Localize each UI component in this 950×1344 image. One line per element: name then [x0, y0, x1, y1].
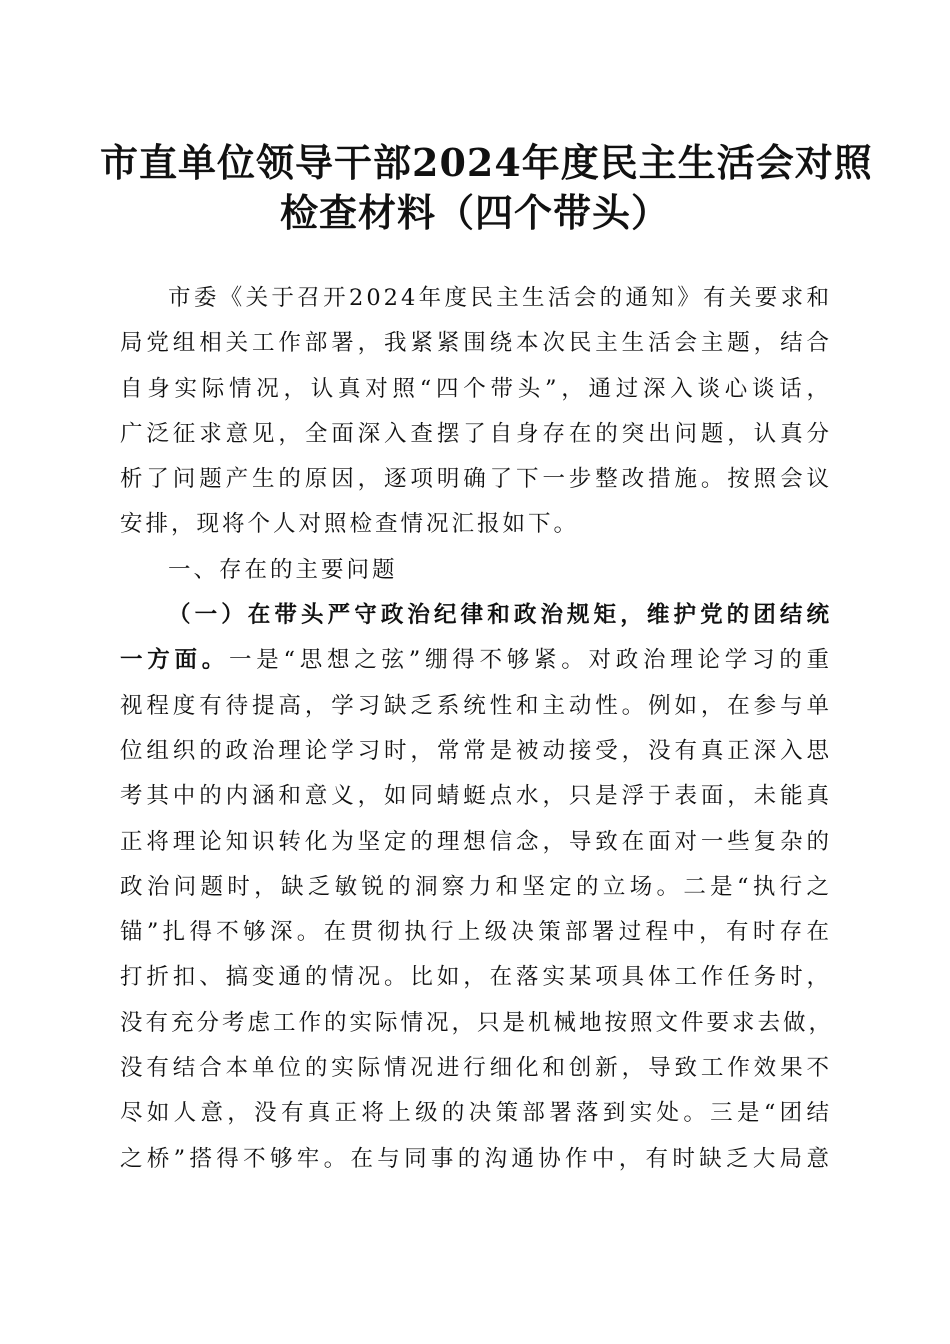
subsection-1-heading-end: 一方面。: [120, 647, 229, 674]
subsection-line: [120, 638, 832, 683]
document-title: [100, 138, 873, 238]
intro-line: 广泛征求意见，全面深入查摆了自身存在的突出问题，认真分: [120, 420, 832, 447]
subsection-line: 视程度有待提高，学习缺乏系统性和主动性。例如，在参与单: [120, 692, 832, 719]
subsection-line: 打折扣、搞变通的情况。比如，在落实某项具体工作任务时，: [120, 964, 832, 991]
subsection-1-heading: （一）在带头严守政治纪律和政治规矩，维护党的团结统: [168, 602, 832, 629]
section-1-heading: 一、存在的主要问题: [168, 556, 398, 583]
intro-line: 自身实际情况，认真对照“四个带头”，通过深入谈心谈话，: [120, 375, 832, 402]
subsection-line: 没有结合本单位的实际情况进行细化和创新，导致工作效果不: [120, 1055, 832, 1082]
subsection-text: 一是“思想之弦”绷得不够紧。对政治理论学习的重: [229, 647, 832, 674]
title-line-1: 市直单位领导干部2024年度民主生活会对照: [100, 140, 873, 185]
subsection-line: 尽如人意，没有真正将上级的决策部署落到实处。三是“团结: [120, 1100, 832, 1127]
subsection-paragraph: [120, 593, 835, 1182]
intro-line: 安排，现将个人对照检查情况汇报如下。: [120, 511, 580, 538]
subsection-line: 之桥”搭得不够牢。在与同事的沟通协作中，有时缺乏大局意: [120, 1145, 832, 1172]
intro-line: 市委《关于召开2024年度民主生活会的通知》有关要求和: [168, 285, 832, 311]
subsection-line: 锚”扎得不够深。在贯彻执行上级决策部署过程中，有时存在: [120, 919, 832, 946]
subsection-line: 政治问题时，缺乏敏锐的洞察力和坚定的立场。二是“执行之: [120, 873, 832, 900]
subsection-line: 正将理论知识转化为坚定的理想信念，导致在面对一些复杂的: [120, 828, 832, 855]
intro-line: 析了问题产生的原因，逐项明确了下一步整改措施。按照会议: [120, 466, 832, 493]
title-line-2: 检查材料（四个带头）: [279, 190, 670, 235]
subsection-line: 没有充分考虑工作的实际情况，只是机械地按照文件要求去做，: [120, 1009, 835, 1036]
document-body: [120, 276, 835, 1182]
section-heading: [120, 548, 832, 593]
intro-paragraph: [120, 276, 832, 548]
subsection-line: 位组织的政治理论学习时，常常是被动接受，没有真正深入思: [120, 737, 832, 764]
subsection-line: 考其中的内涵和意义，如同蜻蜓点水，只是浮于表面，未能真: [120, 783, 832, 810]
intro-line: 局党组相关工作部署，我紧紧围绕本次民主生活会主题，结合: [120, 330, 832, 357]
